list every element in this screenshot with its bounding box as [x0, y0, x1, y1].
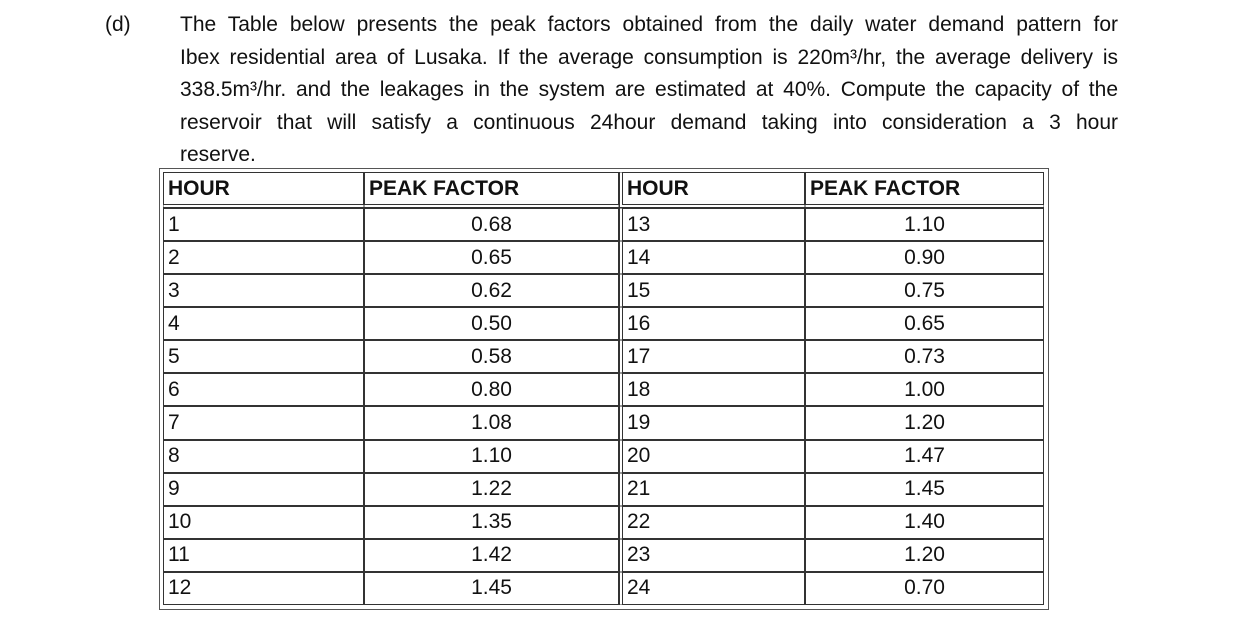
peak-factor-cell: 0.75	[805, 274, 1044, 307]
hour-cell: 14	[619, 241, 805, 274]
table-row	[163, 506, 1044, 539]
hour-cell: 24	[619, 572, 805, 605]
question-text	[180, 9, 1118, 172]
peak-factor-cell: 1.35	[364, 506, 619, 539]
table-row	[163, 208, 1044, 241]
peak-factor-cell: 0.65	[805, 307, 1044, 340]
peak-factor-cell: 0.65	[364, 241, 619, 274]
hour-cell: 7	[163, 406, 364, 439]
peak-factor-cell: 1.42	[364, 539, 619, 572]
table-row	[163, 440, 1044, 473]
hour-cell: 5	[163, 340, 364, 373]
peak-factor-cell: 1.20	[805, 406, 1044, 439]
peak-factor-cell: 1.20	[805, 539, 1044, 572]
peak-factor-cell: 0.58	[364, 340, 619, 373]
peak-factor-cell: 1.45	[805, 473, 1044, 506]
hour-cell: 2	[163, 241, 364, 274]
peak-factor-cell: 1.22	[364, 473, 619, 506]
hour-cell: 17	[619, 340, 805, 373]
peak-factor-cell: 0.68	[364, 208, 619, 241]
peak-factor-cell: 0.50	[364, 307, 619, 340]
peak-factor-cell: 1.00	[805, 373, 1044, 406]
question-line-3: 338.5m³/hr. and the leakages in the system are estimated at 40%. Compute the capacity of the	[180, 78, 1118, 102]
table-row	[163, 241, 1044, 274]
peak-factor-cell: 0.90	[805, 241, 1044, 274]
question-label: (d)	[105, 13, 131, 36]
table-row	[163, 307, 1044, 340]
table-row	[163, 373, 1044, 406]
peak-factor-table	[163, 172, 1044, 605]
table-row	[163, 406, 1044, 439]
hour-cell: 23	[619, 539, 805, 572]
peak-factor-cell: 1.08	[364, 406, 619, 439]
hour-cell: 16	[619, 307, 805, 340]
hour-cell: 22	[619, 506, 805, 539]
question-line-2: Ibex residential area of Lusaka. If the average consumption is 220m³/hr, the average delivery is	[180, 45, 1118, 69]
question-line-4: reservoir that will satisfy a continuous 24hour demand taking into consideration a 3 hour	[180, 110, 1118, 134]
peak-factor-cell: 0.80	[364, 373, 619, 406]
hour-cell: 1	[163, 208, 364, 241]
hour-cell: 15	[619, 274, 805, 307]
peak-factor-cell: 1.45	[364, 572, 619, 605]
hour-cell: 6	[163, 373, 364, 406]
peak-factor-cell: 0.62	[364, 274, 619, 307]
peak-factor-cell: 1.40	[805, 506, 1044, 539]
header-peak-factor-1: PEAK FACTOR	[364, 172, 619, 208]
peak-factor-cell: 0.70	[805, 572, 1044, 605]
peak-factor-cell: 1.10	[805, 208, 1044, 241]
table-header-row	[163, 172, 1044, 208]
header-peak-factor-2: PEAK FACTOR	[805, 172, 1044, 208]
table-row	[163, 274, 1044, 307]
hour-cell: 11	[163, 539, 364, 572]
hour-cell: 4	[163, 307, 364, 340]
hour-cell: 13	[619, 208, 805, 241]
hour-cell: 12	[163, 572, 364, 605]
table-row	[163, 539, 1044, 572]
hour-cell: 9	[163, 473, 364, 506]
hour-cell: 3	[163, 274, 364, 307]
table-row	[163, 572, 1044, 605]
hour-cell: 8	[163, 440, 364, 473]
table-row	[163, 340, 1044, 373]
peak-factor-cell: 1.47	[805, 440, 1044, 473]
header-hour-2: HOUR	[619, 172, 805, 208]
header-hour-1: HOUR	[163, 172, 364, 208]
hour-cell: 21	[619, 473, 805, 506]
peak-factor-table-frame	[159, 168, 1049, 610]
hour-cell: 20	[619, 440, 805, 473]
question-line-1: The Table below presents the peak factors obtained from the daily water demand pattern for	[180, 13, 1118, 36]
table-row	[163, 473, 1044, 506]
peak-factor-cell: 0.73	[805, 340, 1044, 373]
question-line-5: reserve.	[180, 143, 256, 167]
table-body	[163, 208, 1044, 605]
peak-factor-cell: 1.10	[364, 440, 619, 473]
hour-cell: 10	[163, 506, 364, 539]
hour-cell: 18	[619, 373, 805, 406]
hour-cell: 19	[619, 406, 805, 439]
